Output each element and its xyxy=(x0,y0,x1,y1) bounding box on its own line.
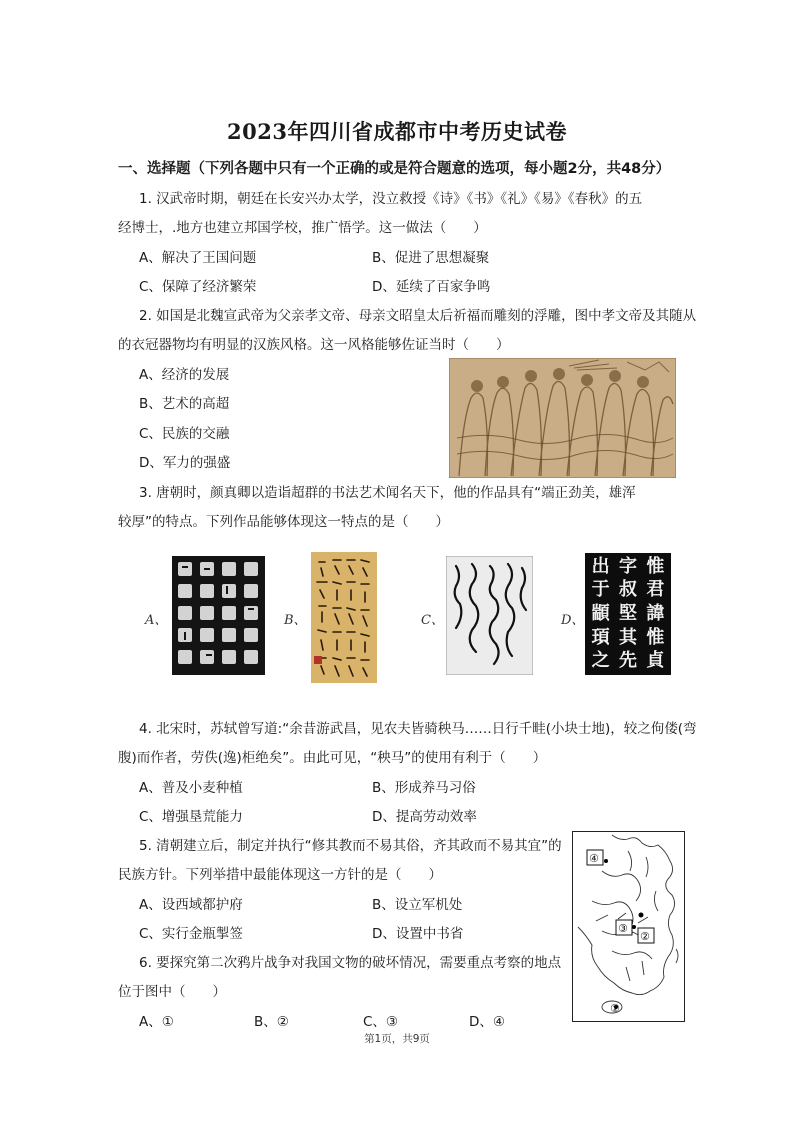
q3-option-d-label[interactable]: D、 xyxy=(561,613,585,628)
calligraphy-d-char: 堅 xyxy=(618,602,637,624)
q4-option-c[interactable]: C、增强垦荒能力 xyxy=(139,809,243,825)
q5-option-d[interactable]: D、设置中书省 xyxy=(372,926,464,942)
calligraphy-c-image[interactable] xyxy=(446,556,533,675)
q1-option-d[interactable]: D、延续了百家争鸣 xyxy=(372,279,491,295)
q6-option-d[interactable]: D、④ xyxy=(469,1014,505,1030)
q2-stem-line1: 2. 如国是北魏宣武帝为父亲孝文帝、母亲文昭皇太后祈福而雕刻的浮雕，图中孝文帝及其随从 xyxy=(139,308,697,324)
q4-option-a[interactable]: A、普及小麦种植 xyxy=(139,780,243,796)
calligraphy-d-char: 出 xyxy=(591,555,610,577)
q6-stem-line2: 位于图中（ ） xyxy=(118,984,226,1000)
relief-carving-image xyxy=(449,358,676,478)
q3-option-b-label[interactable]: B、 xyxy=(284,613,307,628)
q1-stem-line2: 经博士，.地方也建立邦国学校，推广悟学。这一做法（ ） xyxy=(118,220,487,236)
calligraphy-d-char: 貞 xyxy=(646,650,665,672)
map-label-1: ① xyxy=(610,1002,620,1015)
calligraphy-d-char: 字 xyxy=(618,555,637,577)
q2-option-b[interactable]: B、艺术的高超 xyxy=(139,396,230,412)
calligraphy-d-char: 頊 xyxy=(591,626,610,648)
q5-stem-line1: 5. 清朝建立后，制定并执行“修其教而不易其俗，齐其政而不易其宜”的 xyxy=(139,838,562,854)
calligraphy-d-char: 先 xyxy=(618,650,637,672)
calligraphy-d-char: 其 xyxy=(618,626,637,648)
q3-option-a-label[interactable]: A、 xyxy=(145,613,168,628)
q3-option-c-label[interactable]: C、 xyxy=(421,613,444,628)
calligraphy-d-char: 君 xyxy=(646,579,665,601)
calligraphy-d-char: 之 xyxy=(591,650,610,672)
q6-option-b[interactable]: B、② xyxy=(254,1014,289,1030)
q2-option-c[interactable]: C、民族的交融 xyxy=(139,426,230,442)
q1-option-a[interactable]: A、解决了王国问题 xyxy=(139,250,257,266)
q5-option-b[interactable]: B、设立军机处 xyxy=(372,897,463,913)
q1-option-b[interactable]: B、促进了思想凝聚 xyxy=(372,250,490,266)
q6-option-a[interactable]: A、① xyxy=(139,1014,174,1030)
q6-option-c[interactable]: C、③ xyxy=(363,1014,399,1030)
q6-stem-line1: 6. 要探究第二次鸦片战争对我国文物的破坏情况，需要重点考察的地点 xyxy=(139,955,562,971)
calligraphy-d-char: 于 xyxy=(591,579,610,601)
map-label-4: ④ xyxy=(589,852,599,865)
q2-option-d[interactable]: D、军力的强盛 xyxy=(139,455,231,471)
q5-option-c[interactable]: C、实行金瓶掣签 xyxy=(139,926,243,942)
calligraphy-d-char: 顓 xyxy=(591,602,610,624)
calligraphy-d-char: 惟 xyxy=(646,555,665,577)
section-heading: 一、选择题（下列各题中只有一个正确的或是符合题意的选项，每小题2分，共48分） xyxy=(118,161,671,177)
q5-stem-line2: 民族方针。下列举措中最能体现这一方针的是（ ） xyxy=(118,867,442,883)
calligraphy-b-image[interactable] xyxy=(311,552,377,683)
page-footer: 第1页，共9页 xyxy=(364,1033,430,1045)
calligraphy-d-char: 叔 xyxy=(618,579,637,601)
q3-stem-line2: 较厚”的特点。下列作品能够体现这一特点的是（ ） xyxy=(118,514,449,530)
q1-stem-line1: 1. 汉武帝时期，朝廷在长安兴办太学，没立救授《诗》《书》《礼》《易》《春秋》的五 xyxy=(139,191,643,207)
q4-option-d[interactable]: D、提高劳动效率 xyxy=(372,809,477,825)
calligraphy-d-char: 惟 xyxy=(646,626,665,648)
q1-option-c[interactable]: C、保障了经济繁荣 xyxy=(139,279,257,295)
calligraphy-d-char: 諱 xyxy=(646,602,665,624)
calligraphy-a-image[interactable] xyxy=(172,556,265,675)
q2-option-a[interactable]: A、经济的发展 xyxy=(139,367,230,383)
map-label-3: ③ xyxy=(618,922,628,935)
q4-option-b[interactable]: B、形成养马习俗 xyxy=(372,780,476,796)
q5-option-a[interactable]: A、设西域都护府 xyxy=(139,897,243,913)
q3-stem-line1: 3. 唐朝时，颜真卿以造诣超群的书法艺术闻名天下，他的作品具有“端正劲美，雄浑 xyxy=(139,485,636,501)
q2-stem-line2: 的衣冠器物均有明显的汉族风格。这一风格能够佐证当时（ ） xyxy=(118,337,510,353)
q4-stem-line2: 腹)而作者，劳佚(逸)柜绝矣”。由此可见，“秧马”的使用有利于（ ） xyxy=(118,750,547,766)
map-label-2: ② xyxy=(640,930,650,943)
page-title: 2023年四川省成都市中考历史试卷 xyxy=(227,119,567,144)
calligraphy-d-image[interactable] xyxy=(585,553,671,675)
q4-stem-line1: 4. 北宋时，苏轼曾写道:“余昔游武昌，见农夫皆骑秧马……日行千畦(小块士地)，较之佝偻(弯 xyxy=(139,721,697,737)
china-map-image xyxy=(572,831,685,1022)
